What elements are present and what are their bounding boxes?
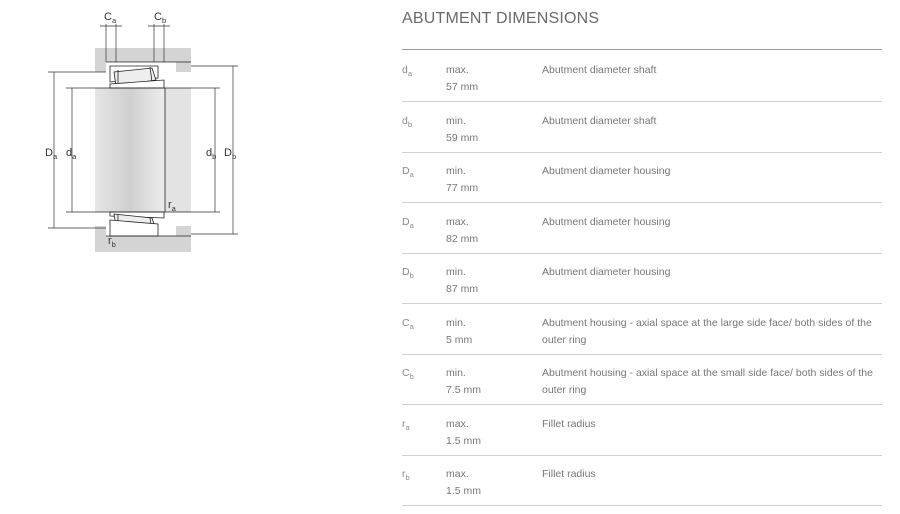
dimension-limit: [446, 163, 478, 197]
limit-type: min.: [446, 114, 466, 127]
dimension-symbol-subscript: a: [407, 69, 413, 79]
dimension-row: [402, 304, 882, 355]
dimension-symbol-subscript: b: [405, 473, 410, 483]
dimension-symbol-letter: r: [402, 468, 406, 480]
dimension-description: Abutment diameter shaft: [542, 64, 657, 76]
title-divider: [402, 49, 882, 50]
dimension-row: [402, 253, 882, 304]
dimension-symbol: [402, 317, 414, 331]
limit-type: min.: [446, 367, 466, 379]
dimension-symbol-letter: D: [402, 266, 410, 278]
limit-type: max.: [446, 417, 469, 430]
dimension-row: [402, 354, 882, 405]
dimension-symbol-subscript: b: [407, 119, 413, 129]
dimension-description: Abutment diameter housing: [542, 215, 671, 228]
dimension-symbol: [402, 64, 412, 78]
dimension-row: [402, 152, 882, 203]
dimension-limit: [446, 315, 472, 349]
dimension-description: Fillet radius: [542, 468, 596, 480]
dimension-symbol: [402, 468, 410, 482]
dimension-symbol-letter: C: [402, 316, 410, 329]
shaft-face: [95, 88, 165, 212]
limit-type: max.: [446, 468, 469, 480]
limit-value: 5 mm: [446, 333, 473, 346]
dimension-limit: [446, 416, 481, 450]
dimension-description: Abutment housing - axial space at the large side face/ both sides of the outer ring: [542, 316, 872, 346]
limit-value: 57 mm: [446, 81, 479, 93]
limit-value: 1.5 mm: [446, 485, 482, 497]
dimension-limit: [446, 113, 478, 147]
dimension-symbol-subscript: a: [405, 422, 410, 432]
dimension-symbol: [402, 266, 414, 280]
dimension-symbol-letter: D: [402, 215, 410, 228]
dimension-symbol: [402, 418, 410, 432]
limit-value: 77 mm: [446, 182, 479, 194]
dimension-limit: [446, 365, 481, 399]
dimension-symbol-letter: d: [402, 114, 408, 127]
dimension-row: [402, 405, 882, 456]
dimension-symbol-letter: C: [402, 367, 410, 379]
dimension-symbol: [402, 216, 414, 230]
dimension-symbol-subscript: a: [409, 220, 414, 230]
limit-type: min.: [446, 165, 466, 177]
limit-value: 7.5 mm: [446, 384, 482, 396]
limit-type: min.: [446, 316, 466, 329]
limit-type: max.: [446, 64, 469, 76]
dimension-limit: [446, 264, 478, 298]
dimension-description: Abutment diameter shaft: [542, 114, 657, 127]
limit-value: 82 mm: [446, 232, 479, 245]
dimension-row: [402, 455, 882, 506]
dimension-symbol: [402, 115, 412, 129]
top-bearing-section: [110, 66, 164, 88]
limit-type: max.: [446, 215, 469, 228]
dimension-symbol-subscript: a: [409, 170, 414, 180]
label-rb: $r_b$: [108, 235, 116, 249]
dimension-description: Fillet radius: [542, 417, 596, 430]
label-da-shaft: $d_a$: [66, 147, 77, 161]
label-db-shaft: $d_b$: [206, 147, 217, 161]
dimension-symbol: [402, 367, 414, 381]
dimension-symbol-subscript: a: [409, 321, 414, 331]
dimension-limit: [446, 62, 478, 96]
label-db-housing: $D_b$: [224, 147, 237, 161]
dimension-symbol: [402, 165, 414, 179]
dimension-description: Abutment diameter housing: [542, 266, 671, 278]
dimension-symbol-letter: r: [402, 417, 406, 430]
dimension-row: [402, 102, 882, 153]
dimension-symbol-letter: d: [402, 64, 408, 76]
bearing-cross-section-drawing: [40, 0, 250, 260]
dimension-symbol-subscript: b: [409, 372, 414, 382]
limit-type: min.: [446, 266, 466, 278]
dimension-limit: [446, 214, 478, 248]
bearing-abutment-diagram: [40, 0, 250, 260]
panel-title: ABUTMENT DIMENSIONS: [402, 10, 600, 27]
dimension-symbol-letter: D: [402, 165, 410, 177]
bottom-bearing-section: [110, 212, 164, 236]
dimension-limit: [446, 466, 481, 500]
limit-value: 1.5 mm: [446, 434, 482, 447]
label-ca: $C_a$: [104, 11, 117, 25]
dimension-row: [402, 203, 882, 254]
dimension-description: Abutment housing - axial space at the small side face/ both sides of the outer ring: [542, 367, 873, 396]
label-da-housing: $D_a$: [45, 147, 58, 161]
dimension-symbol-subscript: b: [409, 271, 414, 281]
dimension-row: [402, 51, 882, 102]
limit-value: 87 mm: [446, 283, 479, 295]
label-cb: $C_b$: [154, 11, 167, 25]
limit-value: 59 mm: [446, 131, 479, 144]
dimension-description: Abutment diameter housing: [542, 165, 671, 177]
label-ra: $r_a$: [168, 199, 176, 213]
